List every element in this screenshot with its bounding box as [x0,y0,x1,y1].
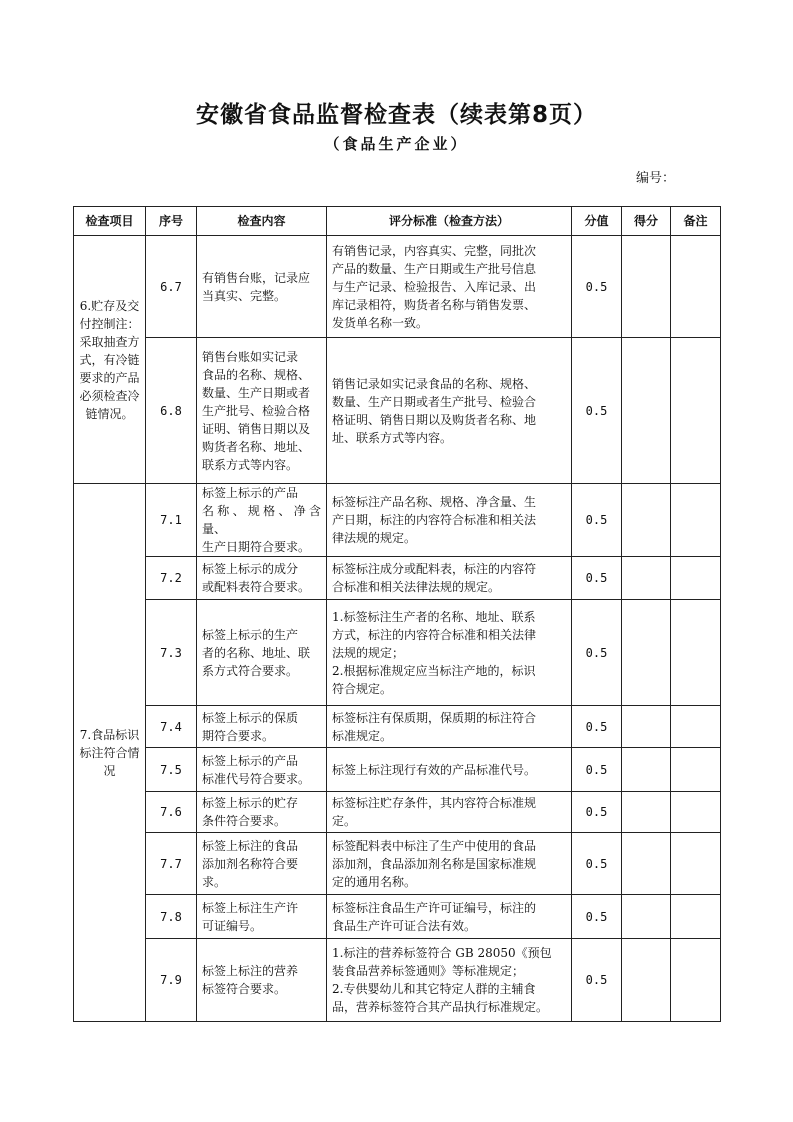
content-cell: 销售台账如实记录 食品的名称、规格、 数量、生产日期或者 生产批号、检验合格 证明、销售日期以及 购货者名称、地址、 联系方式等内容。 [197,338,327,484]
table-row [74,557,721,600]
standard-cell: 标签上标注现行有效的产品标准代号。 [327,748,572,792]
earned-cell[interactable] [622,338,671,484]
table-row [74,706,721,748]
content-cell: 标签上标示的保质 期符合要求。 [197,706,327,748]
score-cell: 0.5 [572,484,622,557]
earned-cell[interactable] [622,895,671,939]
table-row [74,792,721,833]
earned-cell[interactable] [622,833,671,895]
content-cell: 标签上标注的营养 标签符合要求。 [197,939,327,1022]
seq-cell: 7.5 [146,748,197,792]
score-cell: 0.5 [572,338,622,484]
earned-cell[interactable] [622,236,671,338]
inspection-table [73,206,721,1022]
remark-cell[interactable] [671,236,721,338]
score-cell: 0.5 [572,748,622,792]
score-cell: 0.5 [572,895,622,939]
remark-cell[interactable] [671,557,721,600]
earned-cell[interactable] [622,792,671,833]
score-cell: 0.5 [572,600,622,706]
table-row [74,833,721,895]
table-row [74,748,721,792]
seq-cell: 7.2 [146,557,197,600]
seq-cell: 7.1 [146,484,197,557]
standard-cell: 标签标注贮存条件，其内容符合标准规 定。 [327,792,572,833]
content-cell: 标签上标示的成分 或配料表符合要求。 [197,557,327,600]
header-remark: 备注 [671,207,721,236]
seq-cell: 7.4 [146,706,197,748]
earned-cell[interactable] [622,484,671,557]
remark-cell[interactable] [671,833,721,895]
seq-cell: 6.7 [146,236,197,338]
seq-cell: 6.8 [146,338,197,484]
table-row [74,895,721,939]
page-title: 安徽省食品监督检查表（续表第8页） [195,102,597,128]
score-cell: 0.5 [572,833,622,895]
header-score: 分值 [572,207,622,236]
seq-cell: 7.8 [146,895,197,939]
category-7: 7.食品标识标注符合情况 [74,484,146,1022]
standard-cell: 标签标注产品名称、规格、净含量、生 产日期，标注的内容符合标准和相关法 律法规的规定。 [327,484,572,557]
standard-cell: 标签标注成分或配料表，标注的内容符 合标准和相关法律法规的规定。 [327,557,572,600]
score-cell: 0.5 [572,236,622,338]
score-cell: 0.5 [572,939,622,1022]
content-cell: 标签上标示的产品 标准代号符合要求。 [197,748,327,792]
content-cell: 标签上标注生产许 可证编号。 [197,895,327,939]
content-cell: 标签上标示的产品 名称、规格、净含量、 生产日期符合要求。 [197,484,327,557]
standard-cell: 标签标注食品生产许可证编号，标注的 食品生产许可证合法有效。 [327,895,572,939]
earned-cell[interactable] [622,600,671,706]
remark-cell[interactable] [671,748,721,792]
content-cell: 标签上标示的生产 者的名称、地址、联 系方式符合要求。 [197,600,327,706]
seq-cell: 7.9 [146,939,197,1022]
remark-cell[interactable] [671,600,721,706]
standard-cell: 标签标注有保质期，保质期的标注符合 标准规定。 [327,706,572,748]
earned-cell[interactable] [622,939,671,1022]
content-cell: 标签上标示的贮存 条件符合要求。 [197,792,327,833]
table-row [74,939,721,1022]
seq-cell: 7.7 [146,833,197,895]
seq-cell: 7.3 [146,600,197,706]
remark-cell[interactable] [671,484,721,557]
content-cell: 标签上标注的食品 添加剂名称符合要 求。 [197,833,327,895]
seq-cell: 7.6 [146,792,197,833]
standard-cell: 标签配料表中标注了生产中使用的食品 添加剂，食品添加剂名称是国家标准规 定的通用名称。 [327,833,572,895]
header-row [74,207,721,236]
header-standard: 评分标准（检查方法） [327,207,572,236]
earned-cell[interactable] [622,557,671,600]
table-row [74,600,721,706]
content-cell: 有销售台账，记录应 当真实、完整。 [197,236,327,338]
standard-cell: 销售记录如实记录食品的名称、规格、 数量、生产日期或者生产批号、检验合 格证明、销售日期以及购货者名称、地 址、联系方式等内容。 [327,338,572,484]
earned-cell[interactable] [622,706,671,748]
table-row [74,236,721,338]
standard-cell: 1.标注的营养标签符合 GB 28050《预包 装食品营养标签通则》等标准规定； 2.专供婴幼儿和其它特定人群的主辅食 品，营养标签符合其产品执行标准规定。 [327,939,572,1022]
standard-cell: 1.标签标注生产者的名称、地址、联系 方式，标注的内容符合标准和相关法律 法规的规定； 2.根据标准规定应当标注产地的，标识 符合规定。 [327,600,572,706]
remark-cell[interactable] [671,895,721,939]
score-cell: 0.5 [572,792,622,833]
header-content: 检查内容 [197,207,327,236]
header-earned: 得分 [622,207,671,236]
score-cell: 0.5 [572,706,622,748]
category-6: 6.贮存及交付控制注：采取抽查方式，有冷链要求的产品必须检查冷链情况。 [74,236,146,484]
header-seq: 序号 [146,207,197,236]
table-row [74,484,721,557]
remark-cell[interactable] [671,706,721,748]
remark-cell[interactable] [671,792,721,833]
standard-cell: 有销售记录，内容真实、完整，同批次 产品的数量、生产日期或生产批号信息 与生产记录、检验报告、入库记录、出 库记录相符，购货者名称与销售发票、 发货单名称一致。 [327,236,572,338]
remark-cell[interactable] [671,338,721,484]
page-subtitle: （食品生产企业） [324,135,469,153]
earned-cell[interactable] [622,748,671,792]
table-row [74,338,721,484]
doc-number-label: 编号： [636,171,676,186]
score-cell: 0.5 [572,557,622,600]
remark-cell[interactable] [671,939,721,1022]
header-item: 检查项目 [74,207,146,236]
